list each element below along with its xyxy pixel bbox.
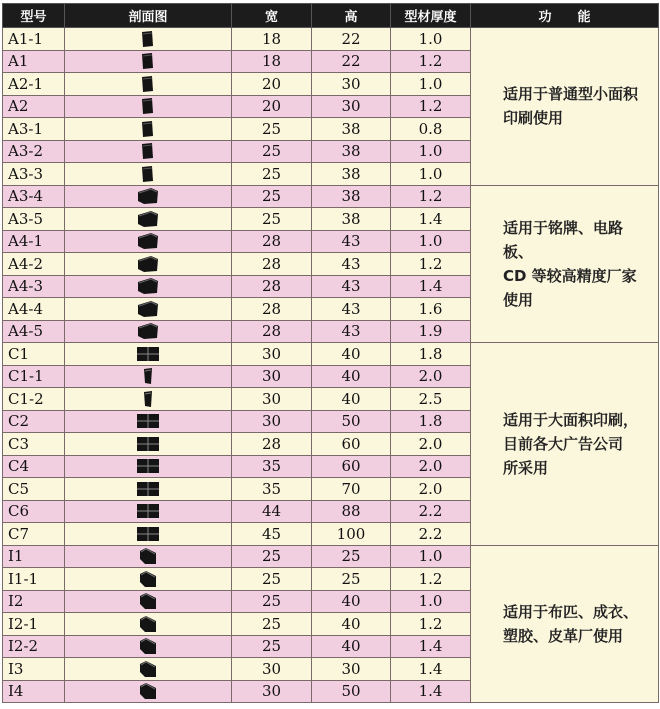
model-cell: C1-2: [3, 388, 65, 411]
profile-c-icon: [135, 457, 161, 475]
height-cell: 40: [312, 635, 391, 658]
height-cell: 100: [312, 523, 391, 546]
header-thickness: 型材厚度: [391, 4, 471, 28]
model-cell: C1-1: [3, 365, 65, 388]
profile-cell: [65, 433, 232, 456]
height-cell: 25: [312, 545, 391, 568]
width-cell: 18: [232, 50, 312, 73]
model-cell: C1: [3, 343, 65, 366]
height-cell: 30: [312, 73, 391, 96]
height-cell: 30: [312, 95, 391, 118]
profile-i-icon: [135, 570, 161, 588]
table-row: [3, 343, 659, 366]
model-cell: A4-4: [3, 298, 65, 321]
height-cell: 38: [312, 208, 391, 231]
profile-a-wide-icon: [135, 187, 161, 205]
width-cell: 25: [232, 185, 312, 208]
model-cell: A1-1: [3, 28, 65, 51]
profile-cell: [65, 613, 232, 636]
height-cell: 43: [312, 230, 391, 253]
thickness-cell: 1.2: [391, 568, 471, 591]
width-cell: 30: [232, 365, 312, 388]
height-cell: 50: [312, 410, 391, 433]
profile-cell: [65, 410, 232, 433]
profile-cell: [65, 208, 232, 231]
model-cell: I1-1: [3, 568, 65, 591]
width-cell: 28: [232, 275, 312, 298]
profile-cell: [65, 500, 232, 523]
profile-a-icon: [135, 75, 161, 93]
thickness-cell: 1.4: [391, 208, 471, 231]
spec-table: [2, 3, 659, 703]
function-cell: [471, 343, 659, 546]
table-row: [3, 545, 659, 568]
thickness-cell: 1.2: [391, 185, 471, 208]
model-cell: C5: [3, 478, 65, 501]
model-cell: C4: [3, 455, 65, 478]
width-cell: 25: [232, 208, 312, 231]
profile-cell: [65, 73, 232, 96]
thickness-cell: 1.6: [391, 298, 471, 321]
height-cell: 43: [312, 298, 391, 321]
model-cell: A3-5: [3, 208, 65, 231]
profile-i-icon: [135, 637, 161, 655]
model-cell: A3-3: [3, 163, 65, 186]
profile-cell: [65, 343, 232, 366]
model-cell: A4-5: [3, 320, 65, 343]
width-cell: 28: [232, 298, 312, 321]
thickness-cell: 2.0: [391, 365, 471, 388]
table-row: [3, 185, 659, 208]
width-cell: 25: [232, 140, 312, 163]
thickness-cell: 1.8: [391, 410, 471, 433]
profile-cell: [65, 658, 232, 681]
model-cell: A4-1: [3, 230, 65, 253]
width-cell: 25: [232, 163, 312, 186]
function-cell: [471, 545, 659, 703]
header-height: 高: [312, 4, 391, 28]
width-cell: 30: [232, 343, 312, 366]
profile-a-icon: [135, 97, 161, 115]
thickness-cell: 2.0: [391, 455, 471, 478]
thickness-cell: 2.5: [391, 388, 471, 411]
height-cell: 60: [312, 455, 391, 478]
function-text: 适用于铭牌、电路板、 CD 等较高精度厂家 使用: [503, 218, 637, 309]
width-cell: 25: [232, 568, 312, 591]
profile-i-icon: [135, 592, 161, 610]
header-profile: 剖面图: [65, 4, 232, 28]
height-cell: 88: [312, 500, 391, 523]
profile-a-icon: [135, 30, 161, 48]
width-cell: 25: [232, 635, 312, 658]
thickness-cell: 1.2: [391, 253, 471, 276]
height-cell: 40: [312, 388, 391, 411]
model-cell: C3: [3, 433, 65, 456]
profile-c-narrow-icon: [135, 367, 161, 385]
header-width: 宽: [232, 4, 312, 28]
model-cell: A4-3: [3, 275, 65, 298]
width-cell: 30: [232, 388, 312, 411]
thickness-cell: 1.0: [391, 590, 471, 613]
width-cell: 44: [232, 500, 312, 523]
model-cell: A3-4: [3, 185, 65, 208]
profile-cell: [65, 163, 232, 186]
profile-cell: [65, 298, 232, 321]
height-cell: 38: [312, 140, 391, 163]
profile-cell: [65, 478, 232, 501]
profile-cell: [65, 455, 232, 478]
width-cell: 35: [232, 478, 312, 501]
profile-cell: [65, 118, 232, 141]
header-row: [3, 4, 659, 28]
thickness-cell: 1.0: [391, 545, 471, 568]
profile-cell: [65, 140, 232, 163]
height-cell: 43: [312, 275, 391, 298]
thickness-cell: 2.2: [391, 523, 471, 546]
profile-cell: [65, 95, 232, 118]
header-model: 型号: [3, 4, 65, 28]
profile-cell: [65, 365, 232, 388]
height-cell: 22: [312, 50, 391, 73]
profile-cell: [65, 230, 232, 253]
model-cell: C6: [3, 500, 65, 523]
model-cell: I2-1: [3, 613, 65, 636]
thickness-cell: 2.0: [391, 478, 471, 501]
width-cell: 28: [232, 433, 312, 456]
model-cell: I2-2: [3, 635, 65, 658]
width-cell: 30: [232, 410, 312, 433]
profile-a-wide-icon: [135, 232, 161, 250]
function-text: 适用于普通型小面积 印刷使用: [503, 85, 639, 128]
thickness-cell: 1.0: [391, 28, 471, 51]
model-cell: I3: [3, 658, 65, 681]
height-cell: 50: [312, 680, 391, 703]
height-cell: 38: [312, 163, 391, 186]
profile-cell: [65, 590, 232, 613]
width-cell: 18: [232, 28, 312, 51]
function-text: 适用于大面积印刷， 目前各大广告公司 所采用: [503, 410, 639, 477]
model-cell: A2-1: [3, 73, 65, 96]
height-cell: 43: [312, 253, 391, 276]
profile-i-icon: [135, 682, 161, 700]
profile-c-icon: [135, 412, 161, 430]
thickness-cell: 1.2: [391, 613, 471, 636]
table-row: [3, 28, 659, 51]
profile-cell: [65, 185, 232, 208]
width-cell: 30: [232, 680, 312, 703]
profile-c-icon: [135, 435, 161, 453]
model-cell: A3-1: [3, 118, 65, 141]
model-cell: C7: [3, 523, 65, 546]
profile-cell: [65, 50, 232, 73]
thickness-cell: 2.2: [391, 500, 471, 523]
profile-a-wide-icon: [135, 255, 161, 273]
model-cell: A3-2: [3, 140, 65, 163]
height-cell: 38: [312, 185, 391, 208]
profile-c-icon: [135, 502, 161, 520]
profile-a-icon: [135, 165, 161, 183]
width-cell: 25: [232, 545, 312, 568]
width-cell: 25: [232, 613, 312, 636]
profile-a-wide-icon: [135, 210, 161, 228]
height-cell: 25: [312, 568, 391, 591]
profile-i-icon: [135, 660, 161, 678]
profile-a-icon: [135, 120, 161, 138]
profile-cell: [65, 680, 232, 703]
profile-a-wide-icon: [135, 322, 161, 340]
model-cell: C2: [3, 410, 65, 433]
thickness-cell: 1.8: [391, 343, 471, 366]
profile-cell: [65, 388, 232, 411]
height-cell: 30: [312, 658, 391, 681]
width-cell: 25: [232, 118, 312, 141]
thickness-cell: 1.2: [391, 95, 471, 118]
thickness-cell: 1.4: [391, 658, 471, 681]
profile-cell: [65, 275, 232, 298]
height-cell: 40: [312, 343, 391, 366]
height-cell: 38: [312, 118, 391, 141]
function-text: 适用于布匹、成衣、 塑胶、皮革厂使用: [503, 602, 639, 645]
height-cell: 40: [312, 613, 391, 636]
profile-c-icon: [135, 525, 161, 543]
profile-cell: [65, 523, 232, 546]
width-cell: 28: [232, 253, 312, 276]
function-cell: [471, 28, 659, 186]
profile-cell: [65, 253, 232, 276]
width-cell: 30: [232, 658, 312, 681]
model-cell: A1: [3, 50, 65, 73]
model-cell: A2: [3, 95, 65, 118]
height-cell: 43: [312, 320, 391, 343]
model-cell: I2: [3, 590, 65, 613]
profile-i-icon: [135, 615, 161, 633]
width-cell: 28: [232, 320, 312, 343]
thickness-cell: 1.4: [391, 275, 471, 298]
model-cell: A4-2: [3, 253, 65, 276]
model-cell: I1: [3, 545, 65, 568]
thickness-cell: 1.9: [391, 320, 471, 343]
width-cell: 20: [232, 95, 312, 118]
header-function: 功 能: [471, 4, 659, 28]
profile-cell: [65, 568, 232, 591]
model-cell: I4: [3, 680, 65, 703]
profile-a-wide-icon: [135, 300, 161, 318]
thickness-cell: 1.2: [391, 50, 471, 73]
profile-cell: [65, 320, 232, 343]
profile-c-narrow-icon: [135, 390, 161, 408]
thickness-cell: 1.0: [391, 73, 471, 96]
width-cell: 25: [232, 590, 312, 613]
profile-cell: [65, 545, 232, 568]
width-cell: 28: [232, 230, 312, 253]
thickness-cell: 0.8: [391, 118, 471, 141]
width-cell: 20: [232, 73, 312, 96]
profile-c-icon: [135, 480, 161, 498]
width-cell: 45: [232, 523, 312, 546]
table-body: [3, 28, 659, 703]
profile-i-icon: [135, 547, 161, 565]
thickness-cell: 1.0: [391, 230, 471, 253]
thickness-cell: 1.4: [391, 635, 471, 658]
profile-c-icon: [135, 345, 161, 363]
height-cell: 60: [312, 433, 391, 456]
thickness-cell: 1.0: [391, 140, 471, 163]
profile-cell: [65, 28, 232, 51]
height-cell: 22: [312, 28, 391, 51]
height-cell: 70: [312, 478, 391, 501]
profile-a-icon: [135, 142, 161, 160]
thickness-cell: 1.0: [391, 163, 471, 186]
profile-a-icon: [135, 52, 161, 70]
profile-cell: [65, 635, 232, 658]
height-cell: 40: [312, 590, 391, 613]
width-cell: 35: [232, 455, 312, 478]
function-cell: [471, 185, 659, 343]
profile-a-wide-icon: [135, 277, 161, 295]
thickness-cell: 2.0: [391, 433, 471, 456]
thickness-cell: 1.4: [391, 680, 471, 703]
height-cell: 40: [312, 365, 391, 388]
